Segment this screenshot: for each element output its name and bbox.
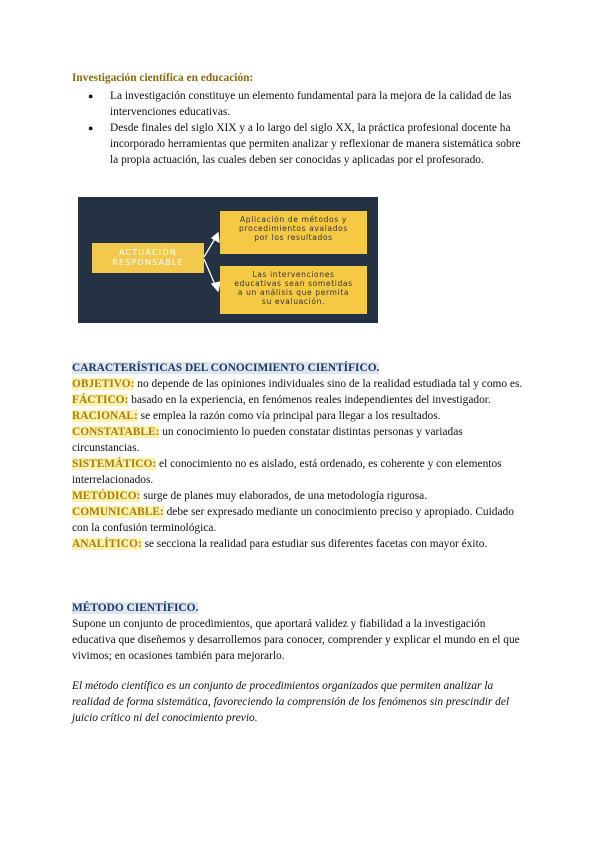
desc-sistematico: el conocimiento no es aislado, está ordenado, es coherente y con elementos interrelacionados. [72,458,502,486]
item-comunicable [72,504,524,536]
box1-line-2: procedimientos avalados [239,224,348,233]
box1-line-1: Aplicación de métodos y [240,215,347,224]
intro-bullet-1: ● La investigación constituye un elemento fundamental para la mejora de la calidad de las intervenciones educativas. [110,88,524,120]
left-label-line-2: RESPONSABLE [112,258,184,267]
desc-racional: se emplea la razón como vía principal para llegar a los resultados. [137,410,441,422]
metodos-box [220,211,367,254]
desc-comunicable: debe ser expresado mediante un conocimiento preciso y apropiado. Cuidado con la confusión terminológica. [72,506,514,534]
term-racional: RACIONAL: [72,410,138,422]
item-sistematico [72,456,524,488]
box2-line-1: Las intervenciones [252,270,335,279]
caracteristicas-title: CARACTERÍSTICAS DEL CONOCIMIENTO CIENTÍFICO. [72,362,380,374]
intro-bullet-list [72,88,524,168]
item-factico [72,392,524,408]
desc-constatable: un conocimiento lo pueden constatar distintas personas y variadas circunstancias. [72,426,463,454]
desc-metodico: surge de planes muy elaborados, de una metodología rigurosa. [140,490,428,502]
box2-line-3: a un análisis que permita [237,288,350,297]
desc-objetivo: no depende de las opiniones individuales sino de la realidad estudiada tal y como es. [134,378,523,390]
term-metodico: METÓDICO: [72,490,141,502]
metodo-paragraph: Supone un conjunto de procedimientos, que aportará validez y fiabilidad a la investigación educativa que diseñemos y desarrollemos para conocer, comprender y explicar el mundo en el que vivimos; en ocasiones también para mejorarlo. [72,618,520,662]
item-metodico [72,488,524,504]
arrow-down-head-icon [212,282,220,291]
item-objetivo [72,376,524,392]
item-constatable [72,424,524,456]
intro-heading: Investigación científica en educación: [72,72,254,84]
intro-section [72,70,524,168]
left-label-line-1: ACTUACIÓN [118,248,178,257]
term-comunicable: COMUNICABLE: [72,506,164,518]
term-analitico: ANALÍTICO: [72,538,142,550]
item-racional [72,408,524,424]
intro-bullet-2: ● Desde finales del siglo XIX y a lo largo del siglo XX, la práctica profesional docente ha incorporado herramientas que permiten analizar y reflexionar de manera sistemática sobre la propia actuación, las cuales deben ser conocidas y aplicadas por el profesorado. [110,120,524,168]
term-objetivo: OBJETIVO: [72,378,135,390]
desc-analitico: se secciona la realidad para estudiar sus diferentes facetas con mayor éxito. [141,538,488,550]
caracteristicas-section [72,360,524,552]
arrow-up-head-icon [212,233,219,242]
box1-line-3: por los resultados [254,233,333,242]
box2-line-2: educativas sean sometidas [234,279,353,288]
intervenciones-box [220,266,367,314]
desc-factico: basado en la experiencia, en fenómenos reales independientes del investigador. [128,394,491,406]
box2-line-4: su evaluación. [261,297,326,306]
actuacion-responsable-label [92,243,204,273]
term-factico: FÁCTICO: [72,394,129,406]
actuacion-responsable-figure [78,197,378,323]
metodo-section [72,600,524,726]
term-constatable: CONSTATABLE: [72,426,160,438]
term-sistematico: SISTEMÁTICO: [72,458,157,470]
metodo-title: MÉTODO CIENTÍFICO. [72,602,199,614]
item-analitico [72,536,524,552]
metodo-definition: El método científico es un conjunto de procedimientos organizados que permiten analizar la realidad de forma sistemática, favoreciendo la comprensión de los fenómenos sin prescindir del juicio crítico ni del conocimiento previo. [72,680,510,724]
